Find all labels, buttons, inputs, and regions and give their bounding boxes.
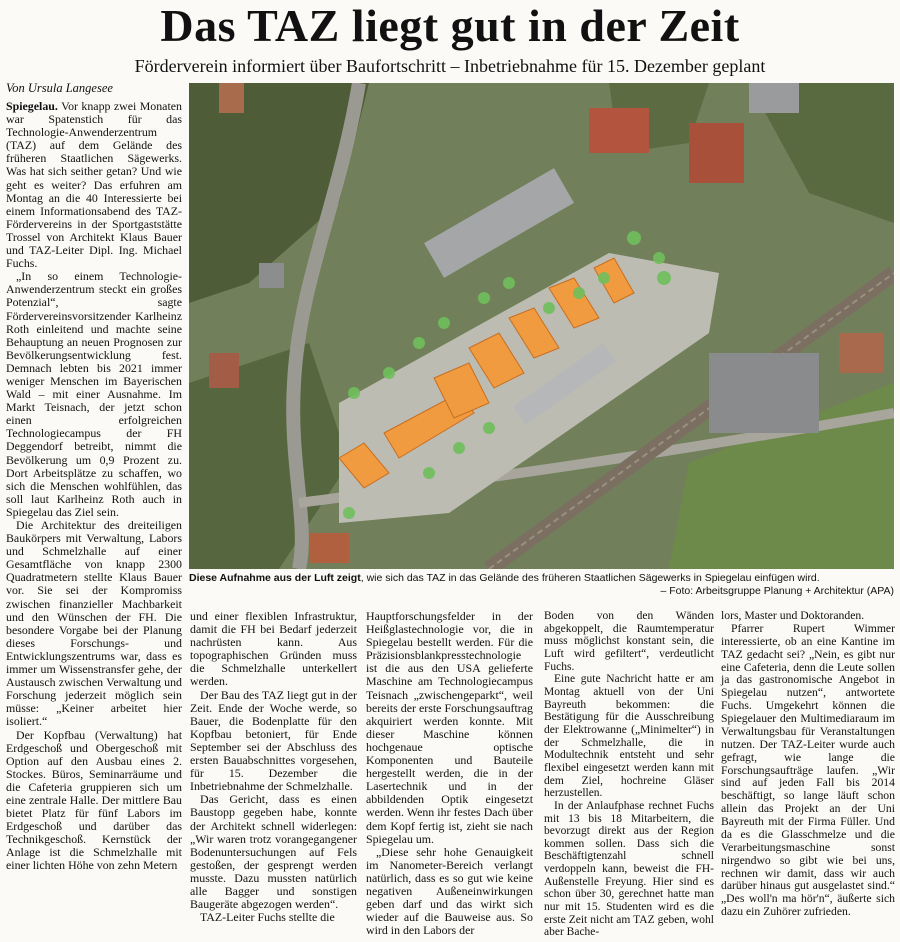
paragraph-text: Vor knapp zwei Monaten war Spatenstich für das Technologie-Anwenderzentrum (TAZ) auf dem Gelände des früheren Staatlichen Sägewerks. Was hat sich seither getan? Und wie geht es weiter? Das erfuhren am Montag an die 40 Interessierte bei einem Informationsabend des TAZ-Fördervereins in der Sportgaststätte Trossel von Architekt Klaus Bauer und TAZ-Leiter Dipl. Ing. Michael Fuchs.: [6, 99, 182, 271]
paragraph: Das Gericht, dass es einen Baustopp gegeben habe, konnte der Architekt schnell widerlegen: „Wir waren trotz vorangegangener Bodenuntersuchungen auf Fels gestoßen, der gesprengt werden musste. Dazu mussten natürlich alle Bagger und sonstigen Baugeräte abgezogen werden“.: [190, 792, 357, 912]
subheadline: Förderverein informiert über Baufortschritt – Inbetriebnahme für 15. Dezember geplant: [134, 56, 766, 76]
paragraph: und einer flexiblen Infrastruktur, damit die FH bei Bedarf jederzeit nachrüsten kann. Aus topographischen Gründen muss die Schmelzhalle unterkellert werden.: [190, 609, 357, 689]
dateline: Spiegelau.: [6, 99, 58, 113]
paragraph: „Diese sehr hohe Genauigkeit im Nanometer-Bereich verlangt natürlich, dass es so gut wie keine negativen Außeneinwirkungen geben darf und das wirkt sich wieder auf die Bauweise aus. So wird in den Labors der: [366, 844, 533, 938]
column-1: [6, 100, 182, 873]
column-5: [721, 610, 895, 919]
caption-text: , wie sich das TAZ in das Gelände des früheren Staatlichen Sägewerks in Spiegelau einfügen wird.: [360, 572, 820, 584]
column-2: [190, 610, 357, 924]
paragraph: lors, Master und Doktoranden.: [721, 609, 865, 622]
column-4: [544, 610, 714, 939]
paragraph: [6, 100, 182, 270]
paragraph: Pfarrer Rupert Wimmer interessierte, ob an eine Kantine im TAZ gedacht sei? „Nein, es gibt nur eine Cafeteria, denn die Leute sollen ja das gastronomische Angebot in Spiegelau nutzen“, antwortete Fuchs. Umgekehrt können die Spiegelauer den Multimediaraum im Verwaltungsbau für Veranstaltungen nutzen. Der TAZ-Leiter wurde auch gefragt, wie lange die Forschungsaufträge laufen. „Wir sind auf jeden Fall bis 2014 beschäftigt, so lange läuft schon allein das Projekt an der Uni Bayreuth mit der Firma Füller. Und da es die Glasschmelze und die Verarbeitungsmaschine sonst nirgendwo so gibt wie bei uns, rechnen wir damit, dass wir auch darüber hinaus gut ausgelastet sind.“ „Des woll'n ma hör'n“, äußerte sich dazu ein Zuhörer zufrieden.: [721, 621, 895, 919]
paragraph: Die Architektur des dreiteiligen Baukörpers mit Verwaltung, Labors und Schmelzhalle auf einer Gesamtfläche von knapp 2300 Quadratmetern stellte Klaus Bauer vor. Sie sei der Kompromiss zwischen finanzieller Machbarkeit und den Wünschen der FH. Die besondere Vorgabe bei der Planung dieses Forschungs- und Entwicklungszentrums war, dass es immer um Wissenstransfer gehe, der Austausch zwischen Verwaltung und Forschung jederzeit möglich sein müsse: „Keiner arbeitet hier isoliert.“: [6, 518, 182, 729]
aerial-photo: [189, 83, 894, 569]
paragraph: „In so einem Technologie-Anwenderzentrum steckt ein großes Potenzial“, sagte Fördervereinsvorsitzender Karlheinz Roth einleitend und machte seine Behauptung an neuen Prognosen zur Bevölkerungsentwicklung fest. Demnach lebten bis 2021 immer weniger Menschen im Bayerischen Wald – mit einer Ausnahme. Im Markt Teisnach, der jetzt schon einen erfolgreichen Technologiecampus der FH Deggendorf betreibt, nimmt die Bevölkerung um 0,9 Prozent zu. Dort Arbeitsplätze zu schaffen, wo sich die Menschen wohlfühlen, das soll laut Karlheinz Roth auch in Spiegelau das Ziel sein.: [6, 269, 182, 519]
paragraph: Boden von den Wänden abgekoppelt, die Raumtemperatur muss möglichst konstant sein, die Luft wird gefiltert“, verdeutlicht Fuchs.: [544, 610, 714, 673]
caption-lead: Diese Aufnahme aus der Luft zeigt: [189, 572, 361, 584]
paragraph: Eine gute Nachricht hatte er am Montag aktuell von der Uni Bayreuth bekommen: die Bestätigung für die Ausschreibung der Elektrowanne („Minimelter“) in der Schmelzhalle, die in Modultechnik entsteht und sehr flexibel eingesetzt werden kann mit dem Ziel, hochreine Gläser herzustellen.: [544, 673, 714, 800]
photo-caption: [189, 572, 894, 585]
paragraph: Der Bau des TAZ liegt gut in der Zeit. Ende der Woche werde, so Bauer, die Bodenplatte für den Kopfbau betoniert, für Ende September sei der Abschluss des ersten Bauabschnittes vorgesehen, für 15. Dezember die Inbetriebnahme der Schmelzhalle.: [190, 687, 357, 794]
paragraph: Der Kopfbau (Verwaltung) hat Erdgeschoß und Obergeschoß mit Option auf den Ausbau eines 2. Stockes. Büros, Seminarräume und die Cafeteria gruppieren sich um eine zentrale Halle. Der mittlere Bau bietet Platz für fünf Labors im Erdgeschoß und darüber das Technikgeschoß. Kernstück der Anlage ist die Schmelzhalle mit einer lichten Höhe von zehn Metern: [6, 727, 182, 873]
paragraph: In der Anlaufphase rechnet Fuchs mit 13 bis 18 Mitarbeitern, die bevorzugt direkt aus der Region kommen sollen. Dass sich die Beschäftigtenzahl schnell verdoppeln kann, beweist die FH-Außenstelle Freyung. Hier sind es schon über 30, gerechnet hatte man nur mit 15. Studenten wird es die erste Zeit nicht am TAZ geben, wohl aber Bache-: [544, 799, 714, 939]
column-3: [366, 610, 533, 937]
paragraph: Hauptforschungsfelder in der Heißglastechnologie vor, die in Spiegelau bestellt werden. Für die Präzisionsblankpresstechnologie ist die aus den USA gelieferte Maschine am Technologiecampus Teisnach „zwischengeparkt“, weil bereits der erste Forschungsauftrag akquiriert werden konnte. Mit dieser Maschine können hochgenaue optische Komponenten und Bauteile hergestellt werden, die in der Lasertechnik und in der abbildenden Optik eingesetzt werden. Wenn ihr festes Dach über dem Kopf fertig ist, zieht sie nach Spiegelau um.: [366, 609, 533, 846]
headline: Das TAZ liegt gut in der Zeit: [160, 0, 740, 51]
photo-credit: – Foto: Arbeitsgruppe Planung + Architektur (APA): [660, 585, 894, 597]
paragraph: TAZ-Leiter Fuchs stellte die: [200, 910, 335, 925]
author-byline: Von Ursula Langesee: [6, 81, 113, 95]
